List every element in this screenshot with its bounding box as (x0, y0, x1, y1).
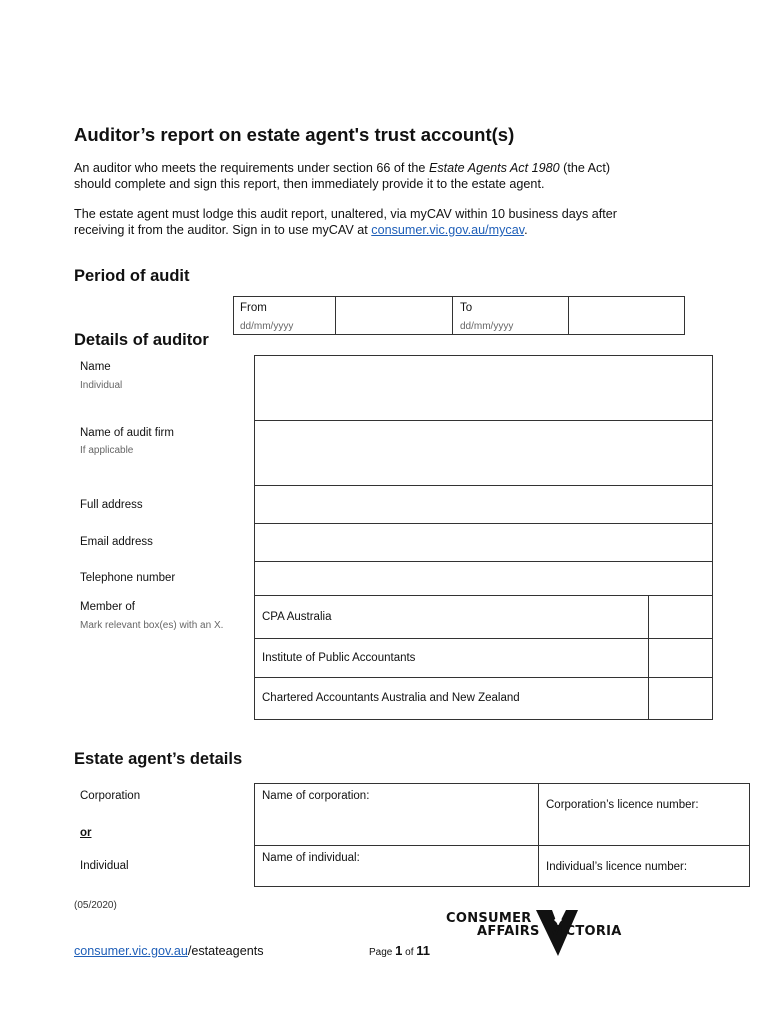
ipa-checkbox[interactable] (649, 639, 712, 677)
intro-p1-line2: should complete and sign this report, then immediately provide it to the estate agent. (74, 177, 545, 191)
to-date-input[interactable] (569, 297, 684, 334)
footer-site-link[interactable]: consumer.vic.gov.au (74, 944, 188, 958)
member-hint: Mark relevant box(es) with an X. (80, 620, 224, 631)
corp-licence-label: Corporation’s licence number: (546, 799, 699, 811)
email-input[interactable] (255, 524, 712, 561)
version-label: (05/2020) (74, 900, 117, 911)
footer-site-suffix: /estateagents (187, 944, 264, 958)
intro-p1-after: (the Act) (559, 161, 611, 175)
caanz-checkbox[interactable] (649, 678, 712, 719)
page-number: 1 (395, 943, 403, 958)
ind-name-input[interactable] (255, 866, 537, 886)
agent-heading: Estate agent’s details (74, 750, 243, 768)
individual-label: Individual (80, 860, 129, 872)
logo-victoria: VICTORIA (550, 924, 622, 939)
name-label: Name (80, 361, 111, 373)
mycav-link[interactable]: consumer.vic.gov.au/mycav (371, 223, 525, 237)
intro-p2-line1: The estate agent must lodge this audit report, unaltered, via myCAV within 10 business days after (74, 207, 617, 221)
page-word: Page (369, 947, 393, 958)
phone-label: Telephone number (80, 572, 176, 584)
email-label: Email address (80, 536, 153, 548)
from-hint: dd/mm/yyyy (240, 321, 294, 332)
to-label: To (460, 302, 473, 314)
intro-p2-after: . (524, 223, 528, 237)
member-option-caanz: Chartered Accountants Australia and New Zealand (262, 692, 520, 704)
member-option-ipa: Institute of Public Accountants (262, 652, 416, 664)
phone-input[interactable] (255, 562, 712, 595)
audit-firm-input[interactable] (255, 421, 712, 485)
address-input[interactable] (255, 486, 712, 523)
intro-p1-text: An auditor who meets the requirements under section 66 of the (74, 161, 429, 175)
corporation-label: Corporation (80, 790, 141, 802)
to-hint: dd/mm/yyyy (460, 321, 514, 332)
corp-name-input[interactable] (255, 806, 537, 844)
ind-licence-label: Individual’s licence number: (546, 861, 688, 873)
member-option-cpa: CPA Australia (262, 611, 332, 623)
ind-name-label: Name of individual: (262, 852, 360, 864)
intro-paragraph-1 (74, 160, 714, 192)
name-hint: Individual (80, 380, 123, 391)
footer-site (74, 944, 264, 958)
page-title: Auditor’s report on estate agent's trust account(s) (74, 124, 515, 145)
act-name: Estate Agents Act 1980 (428, 161, 560, 175)
logo-consumer: CONSUMER (446, 911, 532, 926)
corp-licence-input[interactable] (539, 815, 749, 844)
auditor-heading: Details of auditor (74, 331, 209, 349)
corp-name-label: Name of corporation: (262, 790, 370, 802)
firm-hint: If applicable (80, 445, 134, 456)
from-date-input[interactable] (336, 297, 451, 334)
logo-affairs: AFFAIRS (477, 924, 540, 939)
from-label: From (240, 302, 267, 314)
auditor-name-input[interactable] (255, 356, 712, 420)
period-heading: Period of audit (74, 267, 190, 285)
or-label: or (80, 827, 92, 839)
ind-licence-input[interactable] (539, 874, 749, 886)
cpa-checkbox[interactable] (649, 596, 712, 638)
intro-paragraph-2 (74, 206, 714, 238)
intro-p2-text: receiving it from the auditor. Sign in to use myCAV at (74, 223, 372, 237)
of-word: of (405, 947, 414, 958)
member-label: Member of (80, 601, 135, 613)
consumer-affairs-victoria-logo (444, 909, 624, 957)
page-total: 11 (416, 943, 431, 958)
firm-label: Name of audit firm (80, 427, 174, 439)
page-indicator (369, 943, 430, 958)
address-label: Full address (80, 499, 143, 511)
